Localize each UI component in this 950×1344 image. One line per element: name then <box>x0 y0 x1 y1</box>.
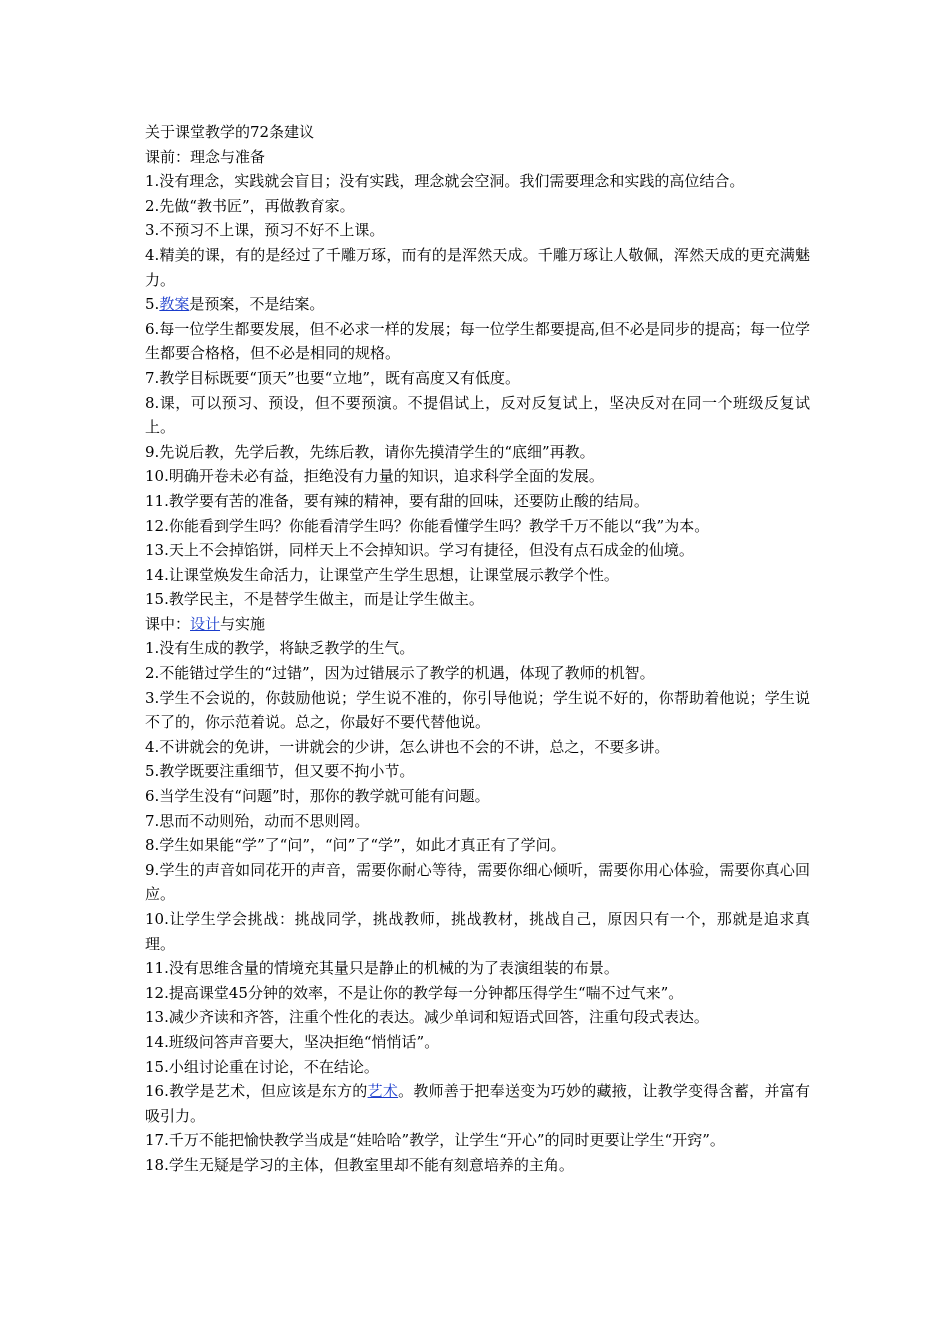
text-segment: 18.学生无疑是学习的主体，但教室里却不能有刻意培养的主角。 <box>145 1155 574 1174</box>
text-segment: 6.当学生没有“问题”时，那你的教学就可能有问题。 <box>145 787 490 806</box>
list-item <box>145 858 810 907</box>
list-item <box>145 218 810 243</box>
text-segment: 4.精美的课，有的是经过了千雕万琢，而有的是浑然天成。千雕万琢让人敬佩，浑然天成的更充满魅力。 <box>145 245 810 289</box>
list-item <box>145 366 810 391</box>
list-item <box>145 1153 810 1178</box>
text-segment: 课中： <box>145 614 191 633</box>
list-item <box>145 292 810 317</box>
text-segment: 课前：理念与准备 <box>145 147 266 166</box>
list-item <box>145 1005 810 1030</box>
list-item <box>145 833 810 858</box>
text-segment: 12.提高课堂45分钟的效率，不是让你的教学每一分钟都压得学生“喘不过气来”。 <box>145 983 684 1002</box>
text-segment: 4.不讲就会的免讲，一讲就会的少讲，怎么讲也不会的不讲，总之，不要多讲。 <box>145 737 670 756</box>
list-item <box>145 784 810 809</box>
list-item <box>145 735 810 760</box>
text-segment: 11.教学要有苦的准备，要有辣的精神，要有甜的回味，还要防止酸的结局。 <box>145 491 649 510</box>
text-segment: 9.先说后教，先学后教，先练后教，请你先摸清学生的“底细”再教。 <box>145 442 595 461</box>
section-heading <box>145 612 810 637</box>
list-item <box>145 1079 810 1128</box>
text-segment: 3.不预习不上课，预习不好不上课。 <box>145 221 385 240</box>
text-segment: 1.没有理念，实践就会盲目；没有实践，理念就会空洞。我们需要理念和实践的高位结合。 <box>145 172 745 191</box>
text-segment: 8.课，可以预习、预设，但不要预演。不提倡试上，反对反复试上，坚决反对在同一个班级反复试上。 <box>145 393 810 437</box>
text-segment: 2.不能错过学生的“过错”，因为过错展示了教学的机遇，体现了教师的机智。 <box>145 664 655 683</box>
text-segment: 7.教学目标既要“顶天”也要“立地”，既有高度又有低度。 <box>145 368 520 387</box>
text-segment: 2.先做“教书匠”，再做教育家。 <box>145 196 355 215</box>
list-item <box>145 194 810 219</box>
hyperlink[interactable]: 艺术 <box>367 1082 399 1101</box>
list-item <box>145 686 810 735</box>
text-segment: 5.教学既要注重细节，但又要不拘小节。 <box>145 762 415 781</box>
text-segment: 13.天上不会掉馅饼，同样天上不会掉知识。学习有捷径，但没有点石成金的仙境。 <box>145 541 694 560</box>
list-item <box>145 759 810 784</box>
text-segment: 9.学生的声音如同花开的声音，需要你耐心等待，需要你细心倾听，需要你用心体验，需要你真心回应。 <box>145 860 810 904</box>
list-item <box>145 981 810 1006</box>
text-segment: 与实施 <box>220 614 266 633</box>
document-body <box>145 145 810 1178</box>
hyperlink[interactable]: 教案 <box>159 295 190 314</box>
document-title: 关于课堂教学的72条建议 <box>145 123 315 141</box>
list-item <box>145 440 810 465</box>
text-segment: 13.减少齐读和齐答，注重个性化的表达。减少单词和短语式回答，注重句段式表达。 <box>145 1008 709 1027</box>
list-item <box>145 907 810 956</box>
list-item <box>145 317 810 366</box>
document-page <box>145 120 810 1178</box>
text-segment: 15.教学民主，不是替学生做主，而是让学生做主。 <box>145 590 484 609</box>
text-segment: 5. <box>145 295 160 314</box>
text-segment: 15.小组讨论重在讨论，不在结论。 <box>145 1057 379 1076</box>
text-segment: 10.明确开卷未必有益，拒绝没有力量的知识，追求科学全面的发展。 <box>145 467 604 486</box>
hyperlink[interactable]: 设计 <box>190 614 221 633</box>
text-segment: 6.每一位学生都要发展，但不必求一样的发展；每一位学生都要提高,但不必是同步的提高；每一位学生都要合格格，但不必是相同的规格。 <box>145 319 810 363</box>
list-item <box>145 514 810 539</box>
list-item <box>145 563 810 588</box>
text-segment: 11.没有思维含量的情境充其量只是静止的机械的为了表演组装的布景。 <box>145 959 619 978</box>
text-segment: 12.你能看到学生吗？你能看清学生吗？你能看懂学生吗？教学千万不能以“我”为本。 <box>145 516 710 535</box>
list-item <box>145 538 810 563</box>
text-segment: 3.学生不会说的，你鼓励他说；学生说不准的，你引导他说；学生说不好的，你帮助着他说；学生说不了的，你示范着说。总之，你最好不要代替他说。 <box>145 688 810 732</box>
list-item <box>145 489 810 514</box>
text-segment: 10.让学生学会挑战：挑战同学，挑战教师，挑战教材，挑战自己，原因只有一个，那就是追求真理。 <box>145 910 810 953</box>
section-heading <box>145 145 810 170</box>
list-item <box>145 1055 810 1080</box>
text-segment: 8.学生如果能“学”了“问”，“问”了“学”，如此才真正有了学问。 <box>145 836 566 855</box>
list-item <box>145 169 810 194</box>
list-item <box>145 636 810 661</box>
list-item <box>145 1030 810 1055</box>
list-item <box>145 956 810 981</box>
text-segment: 1.没有生成的教学，将缺乏教学的生气。 <box>145 639 415 658</box>
text-segment: 7.思而不动则殆，动而不思则罔。 <box>145 811 370 830</box>
text-segment: 。教师善于把奉送变为巧妙的藏掖，让教学变得含蓄，并富有吸引力。 <box>145 1082 810 1125</box>
list-item <box>145 587 810 612</box>
text-segment: 14.班级问答声音要大，坚决拒绝“悄悄话”。 <box>145 1032 440 1051</box>
list-item <box>145 391 810 440</box>
text-segment: 是预案，不是结案。 <box>189 295 325 314</box>
text-segment: 16.教学是艺术，但应该是东方的 <box>145 1082 368 1101</box>
list-item <box>145 464 810 489</box>
list-item <box>145 243 810 292</box>
text-segment: 14.让课堂焕发生命活力，让课堂产生学生思想，让课堂展示教学个性。 <box>145 565 619 584</box>
list-item <box>145 661 810 686</box>
text-segment: 17.千万不能把愉快教学当成是“娃哈哈”教学，让学生“开心”的同时更要让学生“开窍”。 <box>145 1131 725 1150</box>
list-item <box>145 1128 810 1153</box>
list-item <box>145 809 810 834</box>
